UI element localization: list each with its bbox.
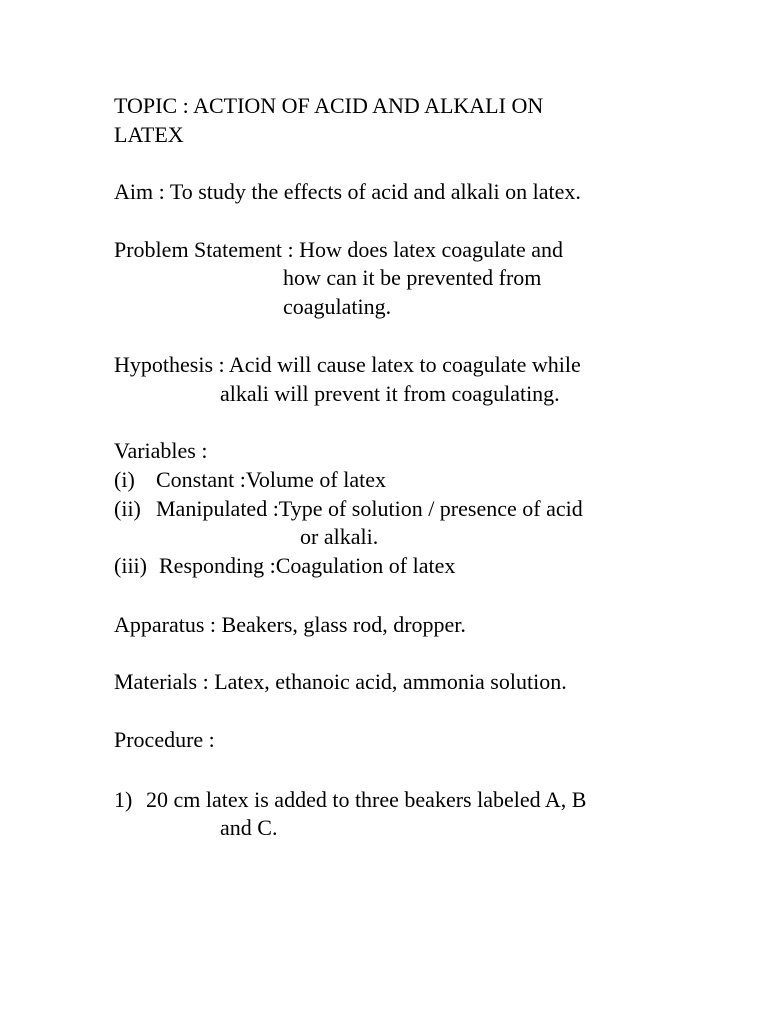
procedure-step-number: 1) [114,787,133,812]
variable-responding: Responding :Coagulation of latex [159,553,456,578]
topic-heading-line-2: LATEX [114,122,184,147]
apparatus-text: Apparatus : Beakers, glass rod, dropper. [114,612,466,637]
topic-heading-line-1: TOPIC : ACTION OF ACID AND ALKALI ON [114,93,544,118]
variable-manipulated: Manipulated :Type of solution / presence of acid [156,496,583,521]
procedure-heading: Procedure : [114,727,215,752]
hypothesis-line-1: Hypothesis : Acid will cause latex to coagulate while [114,352,581,377]
problem-statement-line-3: coagulating. [283,294,392,319]
variable-constant: Constant :Volume of latex [156,467,386,492]
problem-statement-line-1: Problem Statement : How does latex coagulate and [114,237,564,262]
problem-statement-line-2: how can it be prevented from [283,265,542,290]
variable-manipulated-continuation: or alkali. [300,524,379,549]
variables-heading: Variables : [114,438,208,463]
procedure-step-line-2: and C. [220,815,278,840]
procedure-step-line-1: 20 cm latex is added to three beakers labeled A, B [146,787,587,812]
hypothesis-line-2: alkali will prevent it from coagulating. [220,381,560,406]
aim-text: Aim : To study the effects of acid and alkali on latex. [114,179,581,204]
variable-marker-manipulated: (ii) [114,496,141,521]
materials-text: Materials : Latex, ethanoic acid, ammonia solution. [114,669,567,694]
variable-marker-responding: (iii) [114,553,147,578]
variable-marker-constant: (i) [114,467,135,492]
